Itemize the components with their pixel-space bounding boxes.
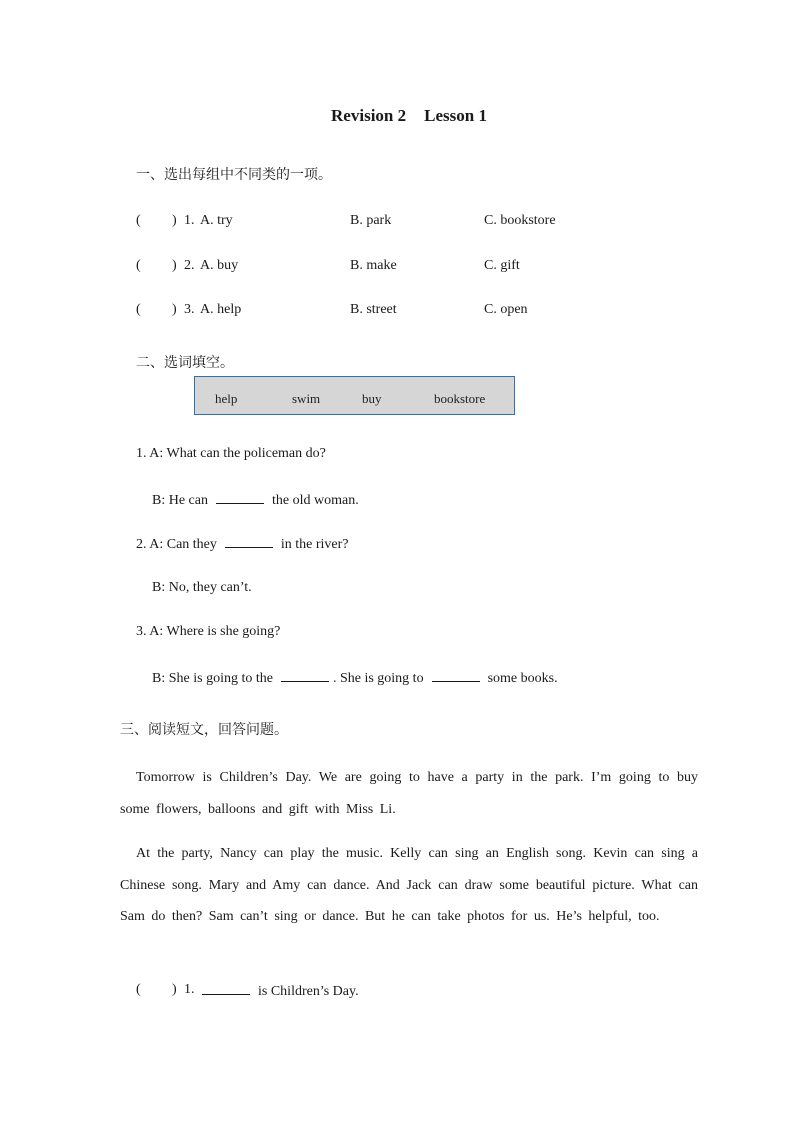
option-c: C. gift: [484, 258, 520, 273]
reading-paragraph-1: [120, 762, 698, 825]
question-text: 2. A: Can they: [136, 537, 217, 552]
answer-blank: [432, 669, 480, 682]
word-bookstore: bookstore: [434, 391, 486, 406]
section3-heading: 三、阅读短文，回答问题。: [120, 722, 288, 738]
answer-text-end: the old woman.: [271, 493, 359, 508]
question-number: 3.: [184, 302, 195, 317]
fill-question-2: [136, 535, 349, 553]
answer-paren-open: (: [136, 258, 141, 273]
answer-paren-open: (: [136, 982, 141, 997]
section1-question-1: [0, 213, 794, 233]
option-b: B. park: [350, 213, 392, 228]
question-text-end: in the river?: [280, 537, 349, 552]
option-a: A. buy: [200, 258, 239, 273]
page-title: [0, 106, 794, 126]
reading-question-1: [0, 982, 794, 1002]
answer-paren-close: ): [172, 982, 177, 997]
paragraph-text: Tomorrow is Children’s Day. We are going to have a party in the park. I’m going to buy some flowers, balloons and gift with Miss Li.: [120, 770, 698, 817]
answer-paren-open: (: [136, 213, 141, 228]
title-lesson: Lesson 1: [424, 106, 487, 125]
fill-answer-2: B: No, they can’t.: [152, 580, 252, 595]
fill-answer-1: [152, 491, 359, 509]
option-a: A. help: [200, 302, 242, 317]
word-swim: swim: [292, 391, 321, 406]
paragraph-text: At the party, Nancy can play the music. Kelly can sing an English song. Kevin can sing a Chinese song. Mary and Amy can dance. And Jack can draw some beautiful picture. What can Sam do then? Sam can’t sing or dance. But he can take photos for us. He’s helpful, too.: [120, 846, 698, 924]
fill-question-3: 3. A: Where is she going?: [136, 624, 281, 639]
question-body: [202, 982, 359, 1000]
word-buy: buy: [362, 391, 382, 406]
answer-paren-open: (: [136, 302, 141, 317]
fill-question-1: 1. A: What can the policeman do?: [136, 446, 326, 461]
question-text-end: is Children’s Day.: [258, 984, 359, 999]
answer-paren-close: ): [172, 302, 177, 317]
section1-heading: 一、选出每组中不同类的一项。: [136, 167, 332, 183]
section1-question-3: [0, 302, 794, 322]
answer-text: B: She is going to the: [152, 671, 273, 686]
answer-text: B: He can: [152, 493, 208, 508]
option-a: A. try: [200, 213, 233, 228]
answer-blank: [202, 982, 250, 995]
word-help: help: [215, 391, 238, 406]
section2-heading: 二、选词填空。: [136, 355, 234, 371]
answer-blank: [216, 491, 264, 504]
answer-blank: [225, 535, 273, 548]
question-number: 2.: [184, 258, 195, 273]
section1-question-2: [0, 258, 794, 278]
answer-paren-close: ): [172, 213, 177, 228]
question-number: 1.: [184, 213, 195, 228]
option-b: B. street: [350, 302, 397, 317]
answer-blank: [281, 669, 329, 682]
word-bank: [194, 376, 515, 415]
question-number: 1.: [184, 982, 195, 997]
option-c: C. bookstore: [484, 213, 556, 228]
answer-paren-close: ): [172, 258, 177, 273]
answer-text-mid: . She is going to: [332, 671, 424, 686]
option-c: C. open: [484, 302, 528, 317]
title-revision: Revision 2: [331, 106, 407, 125]
fill-answer-3: [152, 669, 558, 687]
reading-paragraph-2: [120, 838, 698, 933]
option-b: B. make: [350, 258, 397, 273]
answer-text-end: some books.: [487, 671, 558, 686]
